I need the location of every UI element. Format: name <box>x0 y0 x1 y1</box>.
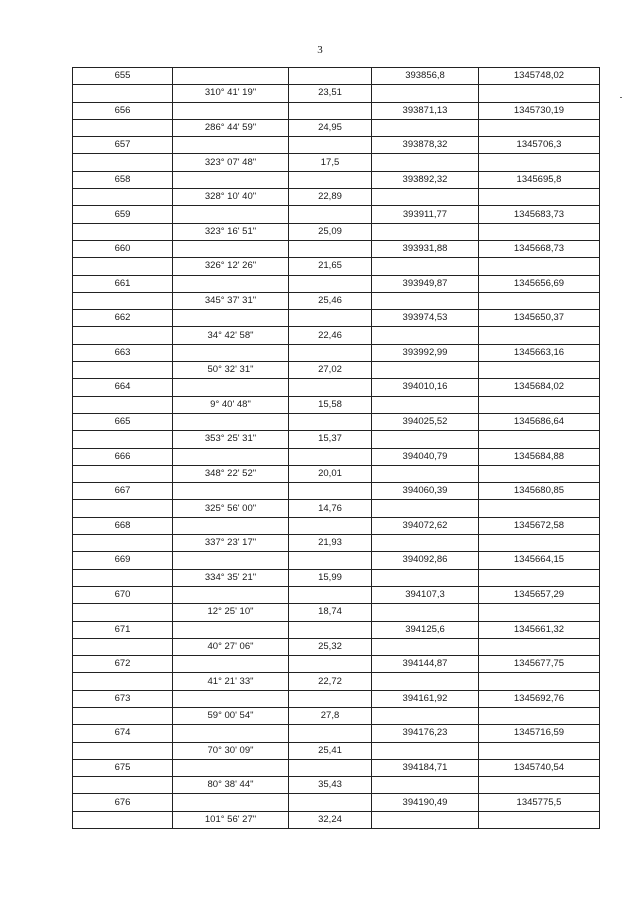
y-coordinate-cell: 1345683,73 <box>479 206 600 223</box>
empty-angle-cell <box>173 413 289 430</box>
segment-row <box>73 119 600 136</box>
empty-point-cell <box>73 604 173 621</box>
empty-distance-cell <box>289 517 372 534</box>
x-coordinate-cell: 393878,32 <box>372 137 479 154</box>
empty-x-cell <box>372 673 479 690</box>
direction-angle-cell: 40° 27' 06" <box>173 638 289 655</box>
empty-x-cell <box>372 189 479 206</box>
empty-distance-cell <box>289 621 372 638</box>
point-row <box>73 310 600 327</box>
distance-cell: 23,51 <box>289 85 372 102</box>
distance-cell: 25,09 <box>289 223 372 240</box>
x-coordinate-cell: 394144,87 <box>372 656 479 673</box>
distance-cell: 22,89 <box>289 189 372 206</box>
x-coordinate-cell: 394025,52 <box>372 413 479 430</box>
empty-x-cell <box>372 535 479 552</box>
empty-y-cell <box>479 500 600 517</box>
point-number-cell: 672 <box>73 656 173 673</box>
empty-point-cell <box>73 431 173 448</box>
point-row <box>73 413 600 430</box>
empty-point-cell <box>73 465 173 482</box>
distance-cell: 22,46 <box>289 327 372 344</box>
distance-cell: 18,74 <box>289 604 372 621</box>
empty-distance-cell <box>289 240 372 257</box>
empty-angle-cell <box>173 310 289 327</box>
y-coordinate-cell: 1345663,16 <box>479 344 600 361</box>
empty-angle-cell <box>173 448 289 465</box>
segment-row <box>73 500 600 517</box>
empty-angle-cell <box>173 171 289 188</box>
distance-cell: 27,02 <box>289 362 372 379</box>
y-coordinate-cell: 1345692,76 <box>479 690 600 707</box>
empty-point-cell <box>73 258 173 275</box>
point-row <box>73 759 600 776</box>
empty-x-cell <box>372 604 479 621</box>
y-coordinate-cell: 1345656,69 <box>479 275 600 292</box>
segment-row <box>73 638 600 655</box>
empty-y-cell <box>479 223 600 240</box>
point-row <box>73 656 600 673</box>
y-coordinate-cell: 1345668,73 <box>479 240 600 257</box>
empty-x-cell <box>372 742 479 759</box>
segment-row <box>73 742 600 759</box>
point-row <box>73 517 600 534</box>
distance-cell: 32,24 <box>289 811 372 828</box>
y-coordinate-cell: 1345716,59 <box>479 725 600 742</box>
direction-angle-cell: 326° 12' 26" <box>173 258 289 275</box>
direction-angle-cell: 310° 41' 19" <box>173 85 289 102</box>
empty-y-cell <box>479 154 600 171</box>
empty-angle-cell <box>173 275 289 292</box>
empty-distance-cell <box>289 310 372 327</box>
direction-angle-cell: 9° 40' 48" <box>173 396 289 413</box>
point-number-cell: 656 <box>73 102 173 119</box>
distance-cell: 15,37 <box>289 431 372 448</box>
empty-point-cell <box>73 638 173 655</box>
point-row <box>73 240 600 257</box>
empty-distance-cell <box>289 206 372 223</box>
empty-distance-cell <box>289 448 372 465</box>
x-coordinate-cell: 394072,62 <box>372 517 479 534</box>
empty-y-cell <box>479 362 600 379</box>
segment-row <box>73 327 600 344</box>
point-row <box>73 794 600 811</box>
distance-cell: 25,32 <box>289 638 372 655</box>
point-number-cell: 675 <box>73 759 173 776</box>
empty-point-cell <box>73 189 173 206</box>
segment-row <box>73 465 600 482</box>
direction-angle-cell: 101° 56' 27" <box>173 811 289 828</box>
empty-angle-cell <box>173 240 289 257</box>
y-coordinate-cell: 1345672,58 <box>479 517 600 534</box>
x-coordinate-cell: 394176,23 <box>372 725 479 742</box>
empty-x-cell <box>372 431 479 448</box>
empty-angle-cell <box>173 690 289 707</box>
empty-y-cell <box>479 119 600 136</box>
point-number-cell: 671 <box>73 621 173 638</box>
empty-point-cell <box>73 223 173 240</box>
empty-angle-cell <box>173 725 289 742</box>
point-number-cell: 670 <box>73 586 173 603</box>
direction-angle-cell: 50° 32' 31" <box>173 362 289 379</box>
distance-cell: 35,43 <box>289 777 372 794</box>
empty-point-cell <box>73 811 173 828</box>
empty-y-cell <box>479 811 600 828</box>
point-number-cell: 660 <box>73 240 173 257</box>
segment-row <box>73 707 600 724</box>
empty-x-cell <box>372 362 479 379</box>
empty-y-cell <box>479 396 600 413</box>
empty-distance-cell <box>289 552 372 569</box>
empty-point-cell <box>73 535 173 552</box>
empty-y-cell <box>479 673 600 690</box>
point-number-cell: 666 <box>73 448 173 465</box>
y-coordinate-cell: 1345664,15 <box>479 552 600 569</box>
x-coordinate-cell: 393949,87 <box>372 275 479 292</box>
empty-x-cell <box>372 811 479 828</box>
empty-y-cell <box>479 742 600 759</box>
empty-y-cell <box>479 292 600 309</box>
empty-y-cell <box>479 258 600 275</box>
empty-distance-cell <box>289 68 372 85</box>
y-coordinate-cell: 1345775,5 <box>479 794 600 811</box>
y-coordinate-cell: 1345684,02 <box>479 379 600 396</box>
empty-angle-cell <box>173 483 289 500</box>
empty-point-cell <box>73 362 173 379</box>
x-coordinate-cell: 394060,39 <box>372 483 479 500</box>
x-coordinate-cell: 394010,16 <box>372 379 479 396</box>
point-number-cell: 655 <box>73 68 173 85</box>
point-number-cell: 657 <box>73 137 173 154</box>
distance-cell: 25,46 <box>289 292 372 309</box>
x-coordinate-cell: 394092,86 <box>372 552 479 569</box>
distance-cell: 15,58 <box>289 396 372 413</box>
empty-point-cell <box>73 569 173 586</box>
direction-angle-cell: 323° 07' 48" <box>173 154 289 171</box>
empty-angle-cell <box>173 68 289 85</box>
empty-angle-cell <box>173 621 289 638</box>
empty-angle-cell <box>173 586 289 603</box>
empty-distance-cell <box>289 379 372 396</box>
empty-y-cell <box>479 535 600 552</box>
point-number-cell: 668 <box>73 517 173 534</box>
empty-point-cell <box>73 742 173 759</box>
empty-angle-cell <box>173 656 289 673</box>
segment-row <box>73 362 600 379</box>
y-coordinate-cell: 1345684,88 <box>479 448 600 465</box>
empty-x-cell <box>372 569 479 586</box>
empty-angle-cell <box>173 794 289 811</box>
empty-point-cell <box>73 154 173 171</box>
empty-angle-cell <box>173 517 289 534</box>
direction-angle-cell: 337° 23' 17" <box>173 535 289 552</box>
direction-angle-cell: 334° 35' 21" <box>173 569 289 586</box>
empty-distance-cell <box>289 137 372 154</box>
empty-x-cell <box>372 327 479 344</box>
empty-x-cell <box>372 154 479 171</box>
y-coordinate-cell: 1345730,19 <box>479 102 600 119</box>
segment-row <box>73 569 600 586</box>
empty-distance-cell <box>289 413 372 430</box>
empty-x-cell <box>372 638 479 655</box>
point-number-cell: 665 <box>73 413 173 430</box>
empty-distance-cell <box>289 725 372 742</box>
empty-point-cell <box>73 327 173 344</box>
empty-point-cell <box>73 500 173 517</box>
segment-row <box>73 154 600 171</box>
segment-row <box>73 223 600 240</box>
empty-angle-cell <box>173 344 289 361</box>
direction-angle-cell: 353° 25' 31" <box>173 431 289 448</box>
point-row <box>73 552 600 569</box>
empty-x-cell <box>372 85 479 102</box>
direction-angle-cell: 80° 38' 44" <box>173 777 289 794</box>
point-number-cell: 662 <box>73 310 173 327</box>
y-coordinate-cell: 1345706,3 <box>479 137 600 154</box>
point-number-cell: 669 <box>73 552 173 569</box>
point-row <box>73 275 600 292</box>
x-coordinate-cell: 393871,13 <box>372 102 479 119</box>
point-row <box>73 68 600 85</box>
point-row <box>73 344 600 361</box>
empty-angle-cell <box>173 552 289 569</box>
empty-x-cell <box>372 396 479 413</box>
x-coordinate-cell: 393892,32 <box>372 171 479 188</box>
distance-cell: 24,95 <box>289 119 372 136</box>
empty-point-cell <box>73 292 173 309</box>
page-number: 3 <box>317 44 323 56</box>
y-coordinate-cell: 1345740,54 <box>479 759 600 776</box>
x-coordinate-cell: 393992,99 <box>372 344 479 361</box>
empty-point-cell <box>73 396 173 413</box>
empty-y-cell <box>479 465 600 482</box>
x-coordinate-cell: 394107,3 <box>372 586 479 603</box>
direction-angle-cell: 325° 56' 00" <box>173 500 289 517</box>
empty-distance-cell <box>289 690 372 707</box>
direction-angle-cell: 59° 00' 54" <box>173 707 289 724</box>
x-coordinate-cell: 393974,53 <box>372 310 479 327</box>
empty-y-cell <box>479 85 600 102</box>
empty-point-cell <box>73 673 173 690</box>
x-coordinate-cell: 394040,79 <box>372 448 479 465</box>
segment-row <box>73 535 600 552</box>
empty-distance-cell <box>289 275 372 292</box>
segment-row <box>73 777 600 794</box>
point-row <box>73 483 600 500</box>
empty-distance-cell <box>289 586 372 603</box>
segment-row <box>73 673 600 690</box>
empty-angle-cell <box>173 379 289 396</box>
direction-angle-cell: 12° 25' 10" <box>173 604 289 621</box>
empty-x-cell <box>372 292 479 309</box>
x-coordinate-cell: 393856,8 <box>372 68 479 85</box>
empty-y-cell <box>479 431 600 448</box>
empty-point-cell <box>73 119 173 136</box>
point-row <box>73 690 600 707</box>
point-number-cell: 658 <box>73 171 173 188</box>
empty-x-cell <box>372 707 479 724</box>
distance-cell: 22,72 <box>289 673 372 690</box>
y-coordinate-cell: 1345695,8 <box>479 171 600 188</box>
empty-x-cell <box>372 500 479 517</box>
segment-row <box>73 292 600 309</box>
y-coordinate-cell: 1345650,37 <box>479 310 600 327</box>
distance-cell: 20,01 <box>289 465 372 482</box>
empty-y-cell <box>479 569 600 586</box>
distance-cell: 21,93 <box>289 535 372 552</box>
distance-cell: 17,5 <box>289 154 372 171</box>
empty-distance-cell <box>289 759 372 776</box>
distance-cell: 21,65 <box>289 258 372 275</box>
empty-y-cell <box>479 604 600 621</box>
point-row <box>73 379 600 396</box>
point-row <box>73 102 600 119</box>
x-coordinate-cell: 394161,92 <box>372 690 479 707</box>
distance-cell: 14,76 <box>289 500 372 517</box>
distance-cell: 25,41 <box>289 742 372 759</box>
empty-angle-cell <box>173 102 289 119</box>
empty-y-cell <box>479 777 600 794</box>
segment-row <box>73 85 600 102</box>
x-coordinate-cell: 393931,88 <box>372 240 479 257</box>
empty-x-cell <box>372 258 479 275</box>
x-coordinate-cell: 394190,49 <box>372 794 479 811</box>
direction-angle-cell: 323° 16' 51" <box>173 223 289 240</box>
empty-distance-cell <box>289 794 372 811</box>
empty-y-cell <box>479 707 600 724</box>
empty-x-cell <box>372 223 479 240</box>
segment-row <box>73 811 600 828</box>
direction-angle-cell: 41° 21' 33" <box>173 673 289 690</box>
distance-cell: 27,8 <box>289 707 372 724</box>
empty-x-cell <box>372 465 479 482</box>
point-number-cell: 663 <box>73 344 173 361</box>
point-number-cell: 661 <box>73 275 173 292</box>
x-coordinate-cell: 393911,77 <box>372 206 479 223</box>
direction-angle-cell: 34° 42' 58" <box>173 327 289 344</box>
y-coordinate-cell: 1345661,32 <box>479 621 600 638</box>
segment-row <box>73 431 600 448</box>
empty-distance-cell <box>289 656 372 673</box>
y-coordinate-cell: 1345686,64 <box>479 413 600 430</box>
empty-point-cell <box>73 85 173 102</box>
point-number-cell: 667 <box>73 483 173 500</box>
x-coordinate-cell: 394125,6 <box>372 621 479 638</box>
margin-mark <box>620 97 622 98</box>
y-coordinate-cell: 1345680,85 <box>479 483 600 500</box>
direction-angle-cell: 348° 22' 52" <box>173 465 289 482</box>
segment-row <box>73 396 600 413</box>
point-row <box>73 586 600 603</box>
point-row <box>73 448 600 465</box>
empty-x-cell <box>372 777 479 794</box>
empty-distance-cell <box>289 344 372 361</box>
empty-y-cell <box>479 327 600 344</box>
empty-angle-cell <box>173 137 289 154</box>
x-coordinate-cell: 394184,71 <box>372 759 479 776</box>
y-coordinate-cell: 1345748,02 <box>479 68 600 85</box>
point-row <box>73 725 600 742</box>
y-coordinate-cell: 1345657,29 <box>479 586 600 603</box>
empty-angle-cell <box>173 206 289 223</box>
point-row <box>73 621 600 638</box>
direction-angle-cell: 328° 10' 40" <box>173 189 289 206</box>
empty-point-cell <box>73 707 173 724</box>
direction-angle-cell: 345° 37' 31" <box>173 292 289 309</box>
point-row <box>73 137 600 154</box>
point-number-cell: 676 <box>73 794 173 811</box>
y-coordinate-cell: 1345677,75 <box>479 656 600 673</box>
empty-y-cell <box>479 638 600 655</box>
direction-angle-cell: 70° 30' 09" <box>173 742 289 759</box>
empty-distance-cell <box>289 483 372 500</box>
coordinates-table <box>72 67 600 829</box>
coordinates-table-body <box>73 68 600 829</box>
empty-angle-cell <box>173 759 289 776</box>
empty-y-cell <box>479 189 600 206</box>
empty-distance-cell <box>289 171 372 188</box>
empty-point-cell <box>73 777 173 794</box>
point-number-cell: 673 <box>73 690 173 707</box>
point-number-cell: 659 <box>73 206 173 223</box>
direction-angle-cell: 286° 44' 59" <box>173 119 289 136</box>
distance-cell: 15,99 <box>289 569 372 586</box>
empty-x-cell <box>372 119 479 136</box>
point-number-cell: 664 <box>73 379 173 396</box>
segment-row <box>73 604 600 621</box>
segment-row <box>73 258 600 275</box>
point-row <box>73 171 600 188</box>
empty-distance-cell <box>289 102 372 119</box>
point-row <box>73 206 600 223</box>
segment-row <box>73 189 600 206</box>
point-number-cell: 674 <box>73 725 173 742</box>
